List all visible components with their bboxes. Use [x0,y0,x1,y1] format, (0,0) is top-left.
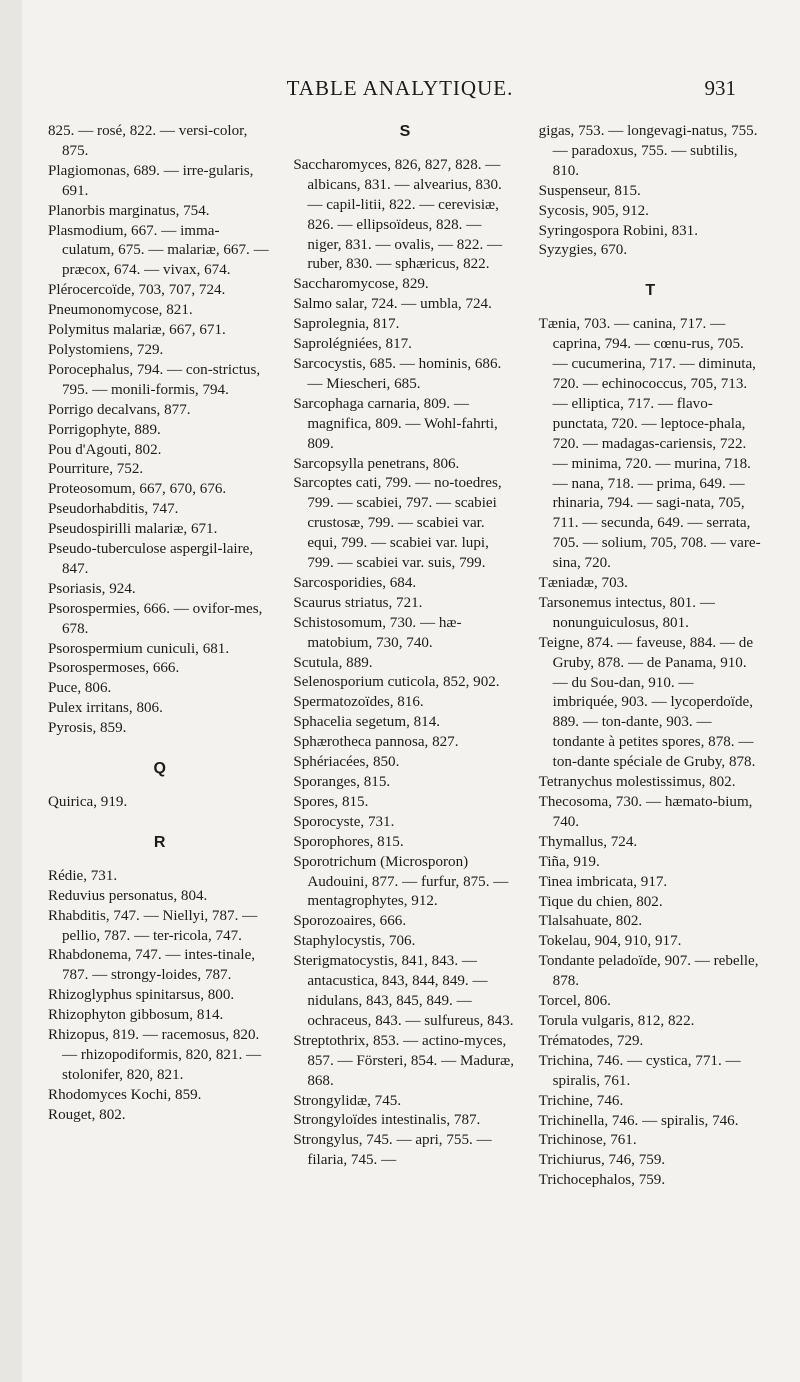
index-entry: Plérocercoïde, 703, 707, 724. [48,282,226,299]
index-entry: Sphériacées, 850. [293,754,400,771]
index-entry: Scutula, 889. [293,654,373,671]
index-entry: Sporanges, 815. [293,774,391,790]
index-entry: Salmo salar, 724. — umbla, 724. [293,296,492,313]
page-header [0,68,800,108]
index-entry: Tondante peladoïde, 907. — rebelle, 878. [538,953,759,990]
index-entry: Pou d'Agouti, 802. [48,441,162,458]
index-entry: Trichina, 746. — cystica, 771. — spiralis, 761. [538,1052,741,1089]
index-entry: Saprolegnia, 817. [293,316,400,333]
index-entry: Quirica, 919. [48,794,128,810]
index-columns [48,122,762,1191]
page-number: 931 [704,76,736,100]
section-letter: Q [153,760,166,778]
index-entry: Pourriture, 752. [48,461,144,478]
index-entry: Psoriasis, 924. [48,580,136,597]
index-entry: Tique du chien, 802. [538,893,663,910]
index-entry: Spermatozoïdes, 816. [293,694,424,711]
index-entry: Rhizoglyphus spinitarsus, 800. [48,987,235,1004]
index-entry: Tetranychus molestissimus, 802. [538,774,736,791]
index-entry: Sporocyste, 731. [293,813,395,830]
index-entry: Tarsonemus intectus, 801. — nonunguiculosus, 801. [538,594,715,631]
index-entry: Sporophores, 815. [293,833,404,850]
section-letter: S [399,123,411,140]
index-entry: gigas, 753. — longevagi-natus, 755. — paradoxus, 755. — subtilis, 810. [538,123,758,179]
index-entry: Psorospermium cuniculi, 681. [48,640,230,657]
index-entry: Psorospermies, 666. — ovifor-mes, 678. [48,600,263,637]
index-entry: Sphacelia segetum, 814. [293,714,441,731]
index-entry: Trichocephalos, 759. [538,1172,666,1189]
index-entry: Schistosomum, 730. — hæ-matobium, 730, 740. [293,614,462,651]
index-entry: Sarcocystis, 685. — hominis, 686. — Miescheri, 685. [293,355,502,392]
section-letter: T [645,282,656,300]
index-entry: Strongylidæ, 745. [293,1092,402,1109]
index-entry: Psorospermoses, 666. [48,660,180,677]
index-entry: Sporozoaires, 666. [293,913,407,930]
index-entry: Tæniadæ, 703. [538,575,628,592]
index-entry: Puce, 806. [48,680,112,697]
index-entry: Tinea imbricata, 917. [538,873,668,890]
index-entry: Pseudospirilli malariæ, 671. [48,521,218,538]
index-entry: Rhizophyton gibbosum, 814. [48,1007,224,1024]
index-entry: Polystomiens, 729. [48,341,164,358]
index-entry: Suspenseur, 815. [538,182,641,199]
index-entry: Sarcophaga carnaria, 809. — magnifica, 809. — Wohl-fahrti, 809. [293,395,498,452]
index-entry: Tænia, 703. — canina, 717. — caprina, 794. — cœnu-rus, 705. — cucumerina, 717. — diminuta, 720. — echinococcus, 705, 713. — elliptica, 717. — flavo-punctata, 720. — leptoce-phala, 720. — madagas-cariensis, 722. — minima, 720. — murina, 718. — nana, 718. — prima, 649. — rhinaria, 794. — sagi-nata, 705, 711. — secunda, 649. — serrata, 705. — solium, 705, 708. — vare-sina, 720. [538,316,761,572]
index-entry: Sarcoptes cati, 799. — no-toedres, 799. — scabiei, 797. — scabiei crustosæ, 799. — scabiei var. equi, 799. — scabiei var. lupi, 799. — scabiei var. suis, 799. [293,475,502,572]
index-entry: Rhizopus, 819. — racemosus, 820. — rhizopodiformis, 820, 821. — stolonifer, 820, 821. [48,1027,262,1083]
section-letter: R [153,833,166,851]
index-entry: Strongyloïdes intestinalis, 787. [293,1112,481,1129]
index-entry: Proteosomum, 667, 670, 676. [48,481,227,498]
index-entry: Polymitus malariæ, 667, 671. [48,322,226,339]
index-entry: Planorbis marginatus, 754. [48,202,210,219]
index-entry: Thymallus, 724. [538,833,638,850]
index-entry: Porrigophyte, 889. [48,421,161,438]
index-entry: Torula vulgaris, 812, 822. [538,1012,695,1029]
index-entry: Teigne, 874. — faveuse, 884. — de Gruby, 878. — de Panama, 910. — du Sou-dan, 910. — imbriquée, 903. — lycoperdoïde, 889. — ton-dante, 903. — tondante à petites spores, 878. — ton-dante spéciale de Gruby, 878. [538,634,756,771]
index-entry: Pseudo-tuberculose aspergil-laire, 847. [48,541,254,577]
index-entry: Saccharomyces, 826, 827, 828. — albicans, 831. — alvearius, 830. — capil-litii, 822. — cerevisiæ, 826. — ellipsoïdeus, 828. — niger, 831. — ovalis, — 822. — ruber, 830. — sphæricus, 822. [293,156,503,273]
index-column-2 [293,122,516,1191]
index-entry: Tokelau, 904, 910, 917. [538,933,682,950]
index-entry: Reduvius personatus, 804. [48,887,208,904]
index-entry: Tiña, 919. [538,853,600,870]
index-entry: Torcel, 806. [538,993,611,1010]
index-entry: Trichiurus, 746, 759. [538,1152,666,1169]
index-entry: Rhodomyces Kochi, 859. [48,1086,202,1103]
index-entry: Syzygies, 670. [538,242,628,259]
page-left-margin [0,0,22,1382]
index-entry: Trichinose, 761. [538,1132,637,1149]
index-entry: Syringospora Robini, 831. [538,222,698,239]
index-entry: Scaurus striatus, 721. [293,594,423,611]
index-column-1 [48,122,271,1191]
index-entry: Trématodes, 729. [538,1032,644,1049]
index-entry: Sarcosporidies, 684. [293,574,417,591]
index-entry: Trichine, 746. [538,1092,624,1109]
index-entry: Sterigmatocystis, 841, 843. — antacustica, 843, 844, 849. — nidulans, 843, 845, 849. — ochraceus, 843. — sulfureus, 843. [293,953,514,1029]
running-title: TABLE ANALYTIQUE. [286,76,514,100]
index-column-3 [539,122,762,1191]
index-entry: Porrigo decalvans, 877. [48,401,191,418]
index-entry: Staphylocystis, 706. [293,933,416,950]
index-entry: Strongylus, 745. — apri, 755. — filaria, 745. — [293,1132,492,1169]
index-entry: Spores, 815. [293,793,369,810]
index-entry: Pseudorhabditis, 747. [48,501,179,518]
index-entry: Sarcopsylla penetrans, 806. [293,455,460,472]
index-entry: Sycosis, 905, 912. [538,202,649,219]
index-entry: Tlalsahuate, 802. [538,913,643,930]
index-entry: Selenosporium cuticola, 852, 902. [293,674,500,691]
index-entry: Sporotrichum (Microsporon) Audouini, 877. — furfur, 875. — mentagrophytes, 912. [293,853,509,910]
index-entry: Porocephalus, 794. — con-strictus, 795. — monili-formis, 794. [48,361,261,398]
index-entry: Pyrosis, 859. [48,720,127,737]
index-entry: Plagiomonas, 689. — irre-gularis, 691. [48,162,254,199]
index-entry: Rouget, 802. [48,1106,126,1123]
index-entry: Streptothrix, 853. — actino-myces, 857. — Försteri, 854. — Maduræ, 868. [293,1032,515,1089]
index-entry: Plasmodium, 667. — imma-culatum, 675. — malariæ, 667. — præcox, 674. — vivax, 674. [48,222,269,279]
index-entry: Thecosoma, 730. — hæmato-bium, 740. [538,794,753,830]
index-entry: Pulex irritans, 806. [48,700,163,717]
index-entry: Pneumonomycose, 821. [48,302,193,319]
index-entry: Rédie, 731. [48,867,118,884]
index-entry: Trichinella, 746. — spiralis, 746. [538,1112,739,1129]
index-entry: Saccharomycose, 829. [293,276,429,293]
index-entry: Rhabditis, 747. — Niellyi, 787. — pellio, 787. — ter-ricola, 747. [48,907,258,944]
index-entry: Sphærotheca pannosa, 827. [293,734,459,751]
index-entry: Saprolégniées, 817. [293,336,412,353]
index-entry: 825. — rosé, 822. — versi-color, 875. [48,123,248,159]
index-entry: Rhabdonema, 747. — intes-tinale, 787. — strongy-loides, 787. [48,947,256,984]
